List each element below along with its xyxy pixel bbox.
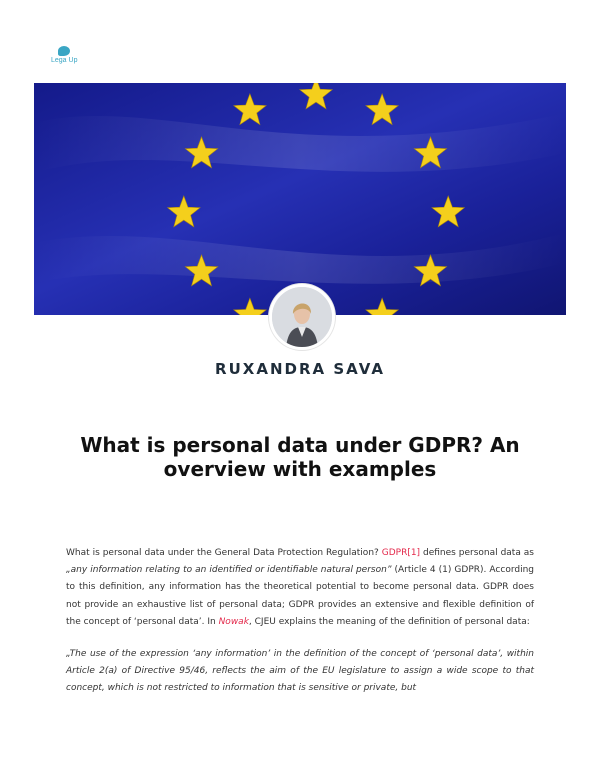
logo-text: Lega Up xyxy=(51,57,78,64)
cjeu-quote-paragraph: „The use of the expression ‘any information’ in the definition of the concept of ‘personal data’, within Article 2(a) of Directive 95/46, reflects the aim of the EU legislature to assign a wide scope to that concept, which is not restricted to information that is sensitive or private, but xyxy=(66,649,534,694)
text-span: (Article 4 (1) GDPR). According to this definition, any information has the theoretical potential to become personal data. GDPR does not provide an exhaustive list of personal data; GDPR provides an extensive and flexible definition of the concept of ‘personal data’. In xyxy=(66,565,534,627)
nowak-case-link[interactable]: Nowak xyxy=(218,616,249,627)
text-span: defines personal data as xyxy=(420,548,534,558)
intro-paragraph xyxy=(66,545,534,631)
hero-image xyxy=(34,83,566,315)
site-logo[interactable] xyxy=(48,46,88,70)
author-name: RUXANDRA SAVA xyxy=(215,360,385,378)
author-avatar[interactable] xyxy=(269,284,335,350)
logo-bubble-icon xyxy=(58,46,70,56)
text-span: , CJEU explains the meaning of the definition of personal data: xyxy=(248,616,530,627)
article-body xyxy=(66,545,534,713)
definition-quote: „any information relating to an identified or identifiable natural person” xyxy=(66,565,392,576)
text-span: What is personal data under the General Data Protection Regulation? xyxy=(66,548,382,558)
article-title: What is personal data under GDPR? An overview with examples xyxy=(80,433,520,481)
gdpr-footnote-link[interactable]: GDPR[1] xyxy=(381,548,421,558)
